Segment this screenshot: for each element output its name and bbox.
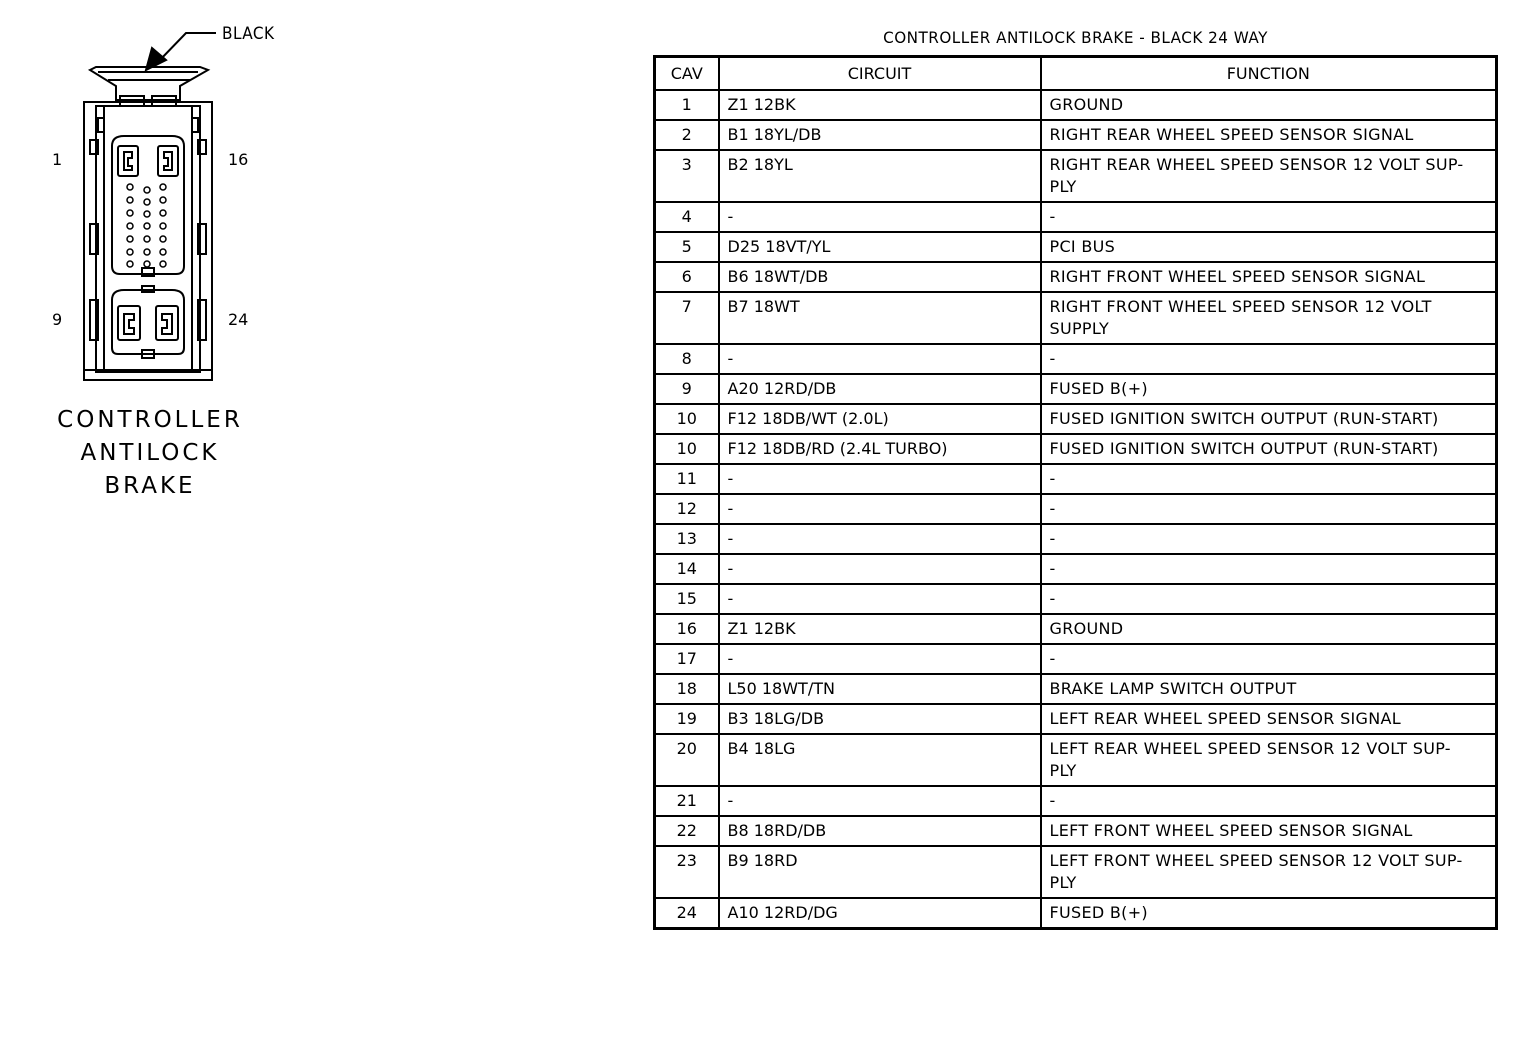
cav-cell: 3: [655, 150, 719, 202]
cav-cell: 19: [655, 704, 719, 734]
function-cell: -: [1041, 554, 1497, 584]
table-row: [655, 786, 1497, 816]
table-row: [655, 614, 1497, 644]
cavity-label-16: 16: [228, 150, 249, 169]
table-title: CONTROLLER ANTILOCK BRAKE - BLACK 24 WAY: [883, 28, 1268, 47]
table-row: [655, 150, 1497, 202]
cav-cell: 5: [655, 232, 719, 262]
circuit-cell: -: [719, 644, 1041, 674]
table-header-row: [655, 57, 1497, 91]
cav-cell: 21: [655, 786, 719, 816]
table-row: [655, 344, 1497, 374]
cav-cell: 1: [655, 90, 719, 120]
cav-cell: 11: [655, 464, 719, 494]
connector-body: [84, 102, 212, 380]
cav-cell: 12: [655, 494, 719, 524]
function-cell: -: [1041, 494, 1497, 524]
table-row: [655, 120, 1497, 150]
pinout-table: [653, 55, 1498, 930]
cav-cell: 10: [655, 434, 719, 464]
function-cell: BRAKE LAMP SWITCH OUTPUT: [1041, 674, 1497, 704]
circuit-cell: -: [719, 584, 1041, 614]
function-cell: RIGHT FRONT WHEEL SPEED SENSOR SIGNAL: [1041, 262, 1497, 292]
table-row: [655, 674, 1497, 704]
cav-cell: 13: [655, 524, 719, 554]
cav-cell: 14: [655, 554, 719, 584]
cav-cell: 16: [655, 614, 719, 644]
table-row: [655, 494, 1497, 524]
table-row: [655, 90, 1497, 120]
function-cell: FUSED IGNITION SWITCH OUTPUT (RUN-START): [1041, 434, 1497, 464]
table-row: [655, 898, 1497, 928]
table-row: [655, 554, 1497, 584]
color-pointer-label: BLACK: [222, 24, 275, 44]
circuit-cell: B2 18YL: [719, 150, 1041, 202]
table-row: [655, 734, 1497, 786]
table-row: [655, 374, 1497, 404]
circuit-cell: Z1 12BK: [719, 614, 1041, 644]
table-row: [655, 704, 1497, 734]
table-row: [655, 464, 1497, 494]
function-cell: -: [1041, 644, 1497, 674]
cav-cell: 23: [655, 846, 719, 898]
function-cell: -: [1041, 202, 1497, 232]
circuit-cell: A10 12RD/DG: [719, 898, 1041, 928]
caption-line: CONTROLLER: [57, 407, 243, 433]
function-cell: FUSED IGNITION SWITCH OUTPUT (RUN-START): [1041, 404, 1497, 434]
lower-cavity-block: [112, 286, 184, 358]
cav-cell: 22: [655, 816, 719, 846]
function-cell: RIGHT FRONT WHEEL SPEED SENSOR 12 VOLT SUPPLY: [1041, 292, 1497, 344]
function-cell: LEFT REAR WHEEL SPEED SENSOR 12 VOLT SUP- PLY: [1041, 734, 1497, 786]
circuit-cell: A20 12RD/DB: [719, 374, 1041, 404]
function-cell: GROUND: [1041, 90, 1497, 120]
cav-cell: 4: [655, 202, 719, 232]
function-cell: LEFT FRONT WHEEL SPEED SENSOR SIGNAL: [1041, 816, 1497, 846]
connector-latch: [90, 67, 208, 106]
circuit-cell: B8 18RD/DB: [719, 816, 1041, 846]
circuit-cell: B9 18RD: [719, 846, 1041, 898]
cav-cell: 20: [655, 734, 719, 786]
circuit-cell: B4 18LG: [719, 734, 1041, 786]
function-cell: RIGHT REAR WHEEL SPEED SENSOR 12 VOLT SUP- PLY: [1041, 150, 1497, 202]
circuit-cell: -: [719, 786, 1041, 816]
circuit-cell: F12 18DB/WT (2.0L): [719, 404, 1041, 434]
cav-cell: 6: [655, 262, 719, 292]
function-cell: -: [1041, 786, 1497, 816]
header-cav: CAV: [655, 57, 719, 91]
cav-cell: 24: [655, 898, 719, 928]
table-row: [655, 644, 1497, 674]
function-cell: FUSED B(+): [1041, 898, 1497, 928]
table-row: [655, 202, 1497, 232]
table-row: [655, 524, 1497, 554]
caption-line: ANTILOCK: [80, 440, 220, 466]
caption-line: BRAKE: [104, 473, 196, 499]
cav-cell: 15: [655, 584, 719, 614]
circuit-cell: -: [719, 202, 1041, 232]
function-cell: FUSED B(+): [1041, 374, 1497, 404]
function-cell: -: [1041, 344, 1497, 374]
circuit-cell: B1 18YL/DB: [719, 120, 1041, 150]
header-function: FUNCTION: [1041, 57, 1497, 91]
cavity-label-9: 9: [52, 310, 63, 329]
circuit-cell: -: [719, 464, 1041, 494]
table-body: [655, 90, 1497, 928]
header-circuit: CIRCUIT: [719, 57, 1041, 91]
table-row: [655, 292, 1497, 344]
function-cell: -: [1041, 584, 1497, 614]
table-row: [655, 816, 1497, 846]
circuit-cell: B7 18WT: [719, 292, 1041, 344]
function-cell: -: [1041, 464, 1497, 494]
cav-cell: 8: [655, 344, 719, 374]
circuit-cell: F12 18DB/RD (2.4L TURBO): [719, 434, 1041, 464]
circuit-cell: -: [719, 344, 1041, 374]
circuit-cell: -: [719, 554, 1041, 584]
pointer-arrow: [146, 33, 216, 70]
table-row: [655, 404, 1497, 434]
circuit-cell: L50 18WT/TN: [719, 674, 1041, 704]
table-row: [655, 846, 1497, 898]
function-cell: GROUND: [1041, 614, 1497, 644]
circuit-cell: B6 18WT/DB: [719, 262, 1041, 292]
function-cell: PCI BUS: [1041, 232, 1497, 262]
cav-cell: 10: [655, 404, 719, 434]
function-cell: LEFT FRONT WHEEL SPEED SENSOR 12 VOLT SUP- PLY: [1041, 846, 1497, 898]
cavity-label-24: 24: [228, 310, 249, 329]
table-row: [655, 434, 1497, 464]
table-row: [655, 232, 1497, 262]
cav-cell: 2: [655, 120, 719, 150]
connector-caption: [40, 404, 260, 503]
function-cell: RIGHT REAR WHEEL SPEED SENSOR SIGNAL: [1041, 120, 1497, 150]
circuit-cell: -: [719, 494, 1041, 524]
cav-cell: 17: [655, 644, 719, 674]
circuit-cell: -: [719, 524, 1041, 554]
table-row: [655, 262, 1497, 292]
cav-cell: 9: [655, 374, 719, 404]
circuit-cell: B3 18LG/DB: [719, 704, 1041, 734]
cavity-label-1: 1: [52, 150, 63, 169]
function-cell: -: [1041, 524, 1497, 554]
table-row: [655, 584, 1497, 614]
function-cell: LEFT REAR WHEEL SPEED SENSOR SIGNAL: [1041, 704, 1497, 734]
cav-cell: 18: [655, 674, 719, 704]
cav-cell: 7: [655, 292, 719, 344]
upper-cavity-block: [112, 136, 184, 276]
circuit-cell: D25 18VT/YL: [719, 232, 1041, 262]
circuit-cell: Z1 12BK: [719, 90, 1041, 120]
